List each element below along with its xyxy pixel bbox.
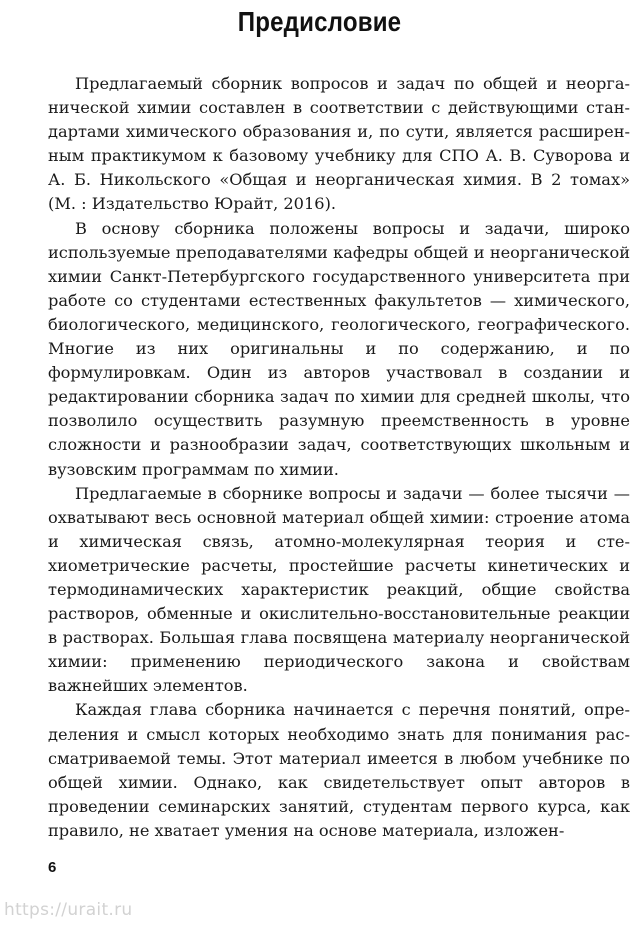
paragraph: Каждая глава сборника начинается с перечня понятий, определения и смысл которых необходимо знать для понимания рассматриваемой темы. Этот материал имеется в любом учебнике по общей химии. Однако, как свидетельствует опыт авторов в проведении семинарских занятий, студентам первого курса, как правило, не хватает умения на основе материала, изложен- (48, 700, 630, 840)
page-title: Предисловие (237, 6, 402, 37)
paragraph: Предлагаемый сборник вопросов и задач по общей и неорганической химии составлен в соответствии с действующими стандартами химического образования и, по сути, является расширенным практикумом к базовому учебнику для СПО А. В. Суворова и А. Б. Никольского «Общая и неорганическая химия. В 2 томах» (М. : Издательство Юрайт, 2016). (48, 74, 630, 214)
paragraph: В основу сборника положены вопросы и задачи, широко используемые преподавателями кафедры общей и неорганической химии Санкт-Петербургского государственного университета при работе со студентами естественных факультетов — химического, биологического, медицинского, геологического, географического. Многие из них оригинальны и по содержанию, и по формулировкам. Один из авторов участвовал в создании и редактировании сборника задач по химии для средней школы, что позволило осуществить разумную преемственность в уровне сложности и разнообразии задач, соответствующих школьным и вузовским программам по химии. (48, 218, 630, 479)
page-number: 6 (48, 859, 57, 876)
body-text (48, 72, 630, 843)
watermark-url: https://urait.ru (4, 900, 133, 920)
paragraph: Предлагаемые в сборнике вопросы и задачи — более тысячи — охватывают весь основной материал общей химии: строение атома и химическая связь, атомно-молекулярная теория и стехиометрические расчеты, простейшие расчеты кинетических и термодинамических характеристик реакций, общие свойства растворов, обменные и окислительно-восстановительные реакции в растворах. Большая глава посвящена материалу неорганической химии: применению периодического закона и свойствам важнейших элементов. (48, 483, 630, 696)
